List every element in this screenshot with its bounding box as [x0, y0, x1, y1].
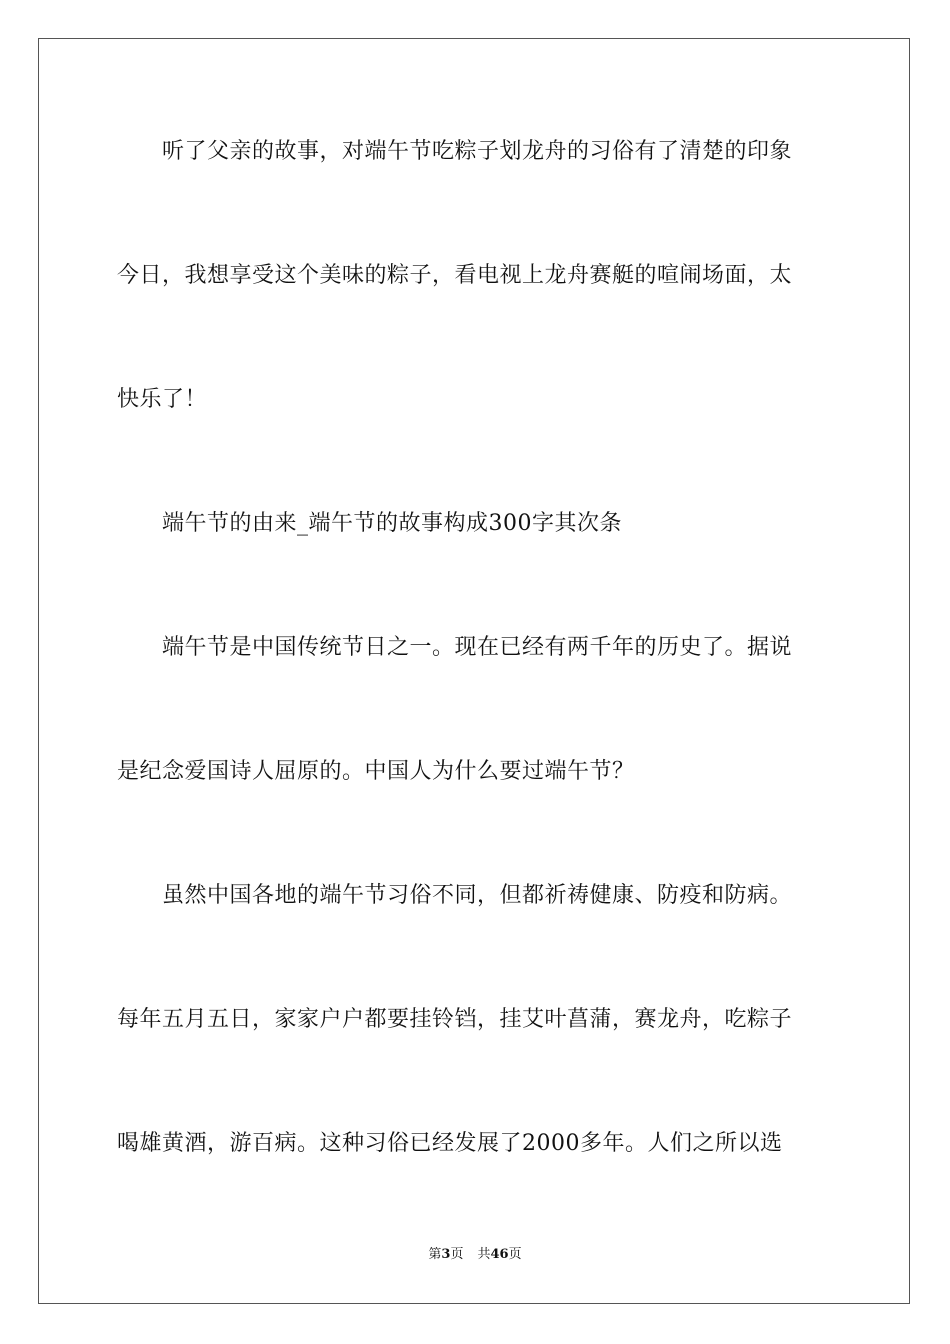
page-footer [0, 1246, 950, 1264]
text-line-6: 是纪念爱国诗人屈原的。中国人为什么要过端午节？ [117, 759, 635, 784]
page-frame [38, 38, 910, 1304]
footer-total-pages: 46 [490, 1247, 509, 1262]
footer-total-suffix: 页 [508, 1247, 522, 1262]
text-line-9: 喝雄黄酒，游百病。这种习俗已经发展了2000多年。人们之所以选 [117, 1131, 783, 1156]
footer-page-prefix: 第 [428, 1247, 442, 1262]
text-line-8: 每年五月五日，家家户户都要挂铃铛，挂艾叶菖蒲，赛龙舟，吃粽子 [117, 1007, 793, 1032]
section-heading: 端午节的由来_端午节的故事构成300字其次条 [117, 511, 622, 536]
text-line-7: 虽然中国各地的端午节习俗不同，但都祈祷健康、防疫和防病。 [117, 883, 793, 908]
footer-page-suffix: 页 [450, 1247, 464, 1262]
text-line-2: 今日，我想享受这个美味的粽子，看电视上龙舟赛艇的喧闹场面，太 [117, 263, 793, 288]
footer-total-prefix: 共 [477, 1247, 491, 1262]
text-line-1: 听了父亲的故事，对端午节吃粽子划龙舟的习俗有了清楚的印象 [117, 139, 793, 164]
footer-page-number: 3 [441, 1247, 451, 1262]
text-line-5: 端午节是中国传统节日之一。现在已经有两千年的历史了。据说 [117, 635, 793, 660]
text-line-3: 快乐了！ [117, 387, 208, 412]
